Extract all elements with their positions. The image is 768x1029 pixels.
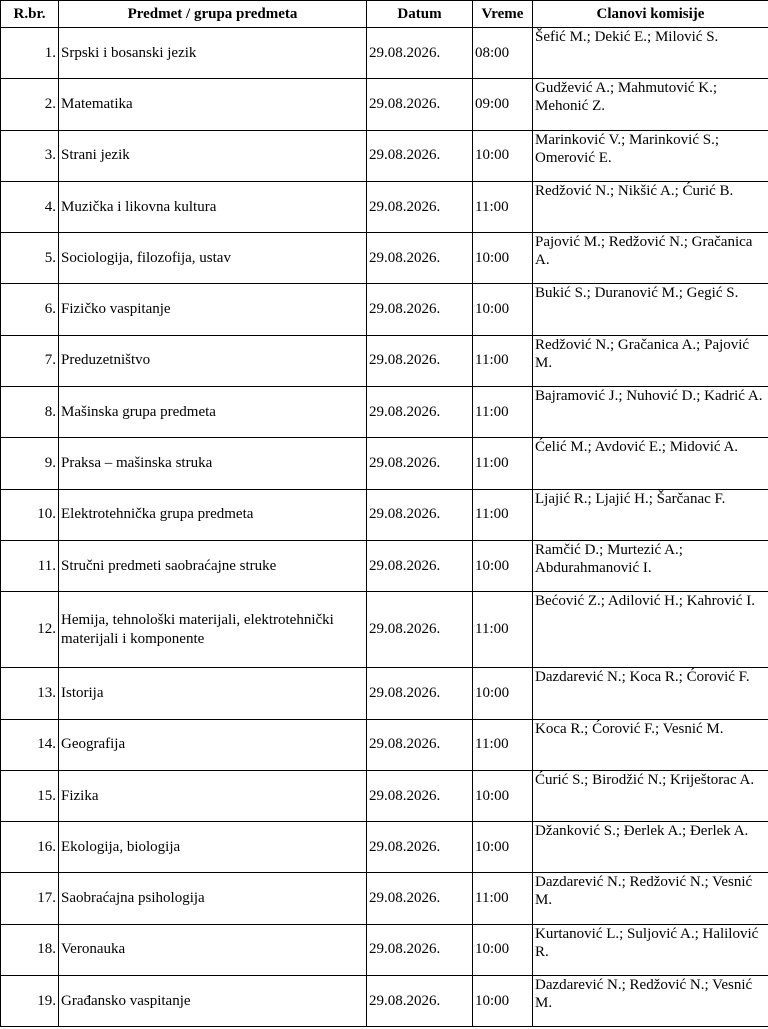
date-cell: 29.08.2026.	[367, 540, 473, 591]
row-number: 10.	[1, 489, 59, 540]
date-cell: 29.08.2026.	[367, 489, 473, 540]
row-number: 4.	[1, 181, 59, 232]
time-cell: 09:00	[473, 79, 533, 130]
committee-members-cell: Šefić M.; Dekić E.; Milović S.	[533, 28, 768, 79]
committee-members-cell: Kurtanović L.; Suljović A.; Halilović R.	[533, 924, 768, 975]
committee-members-cell: Bećović Z.; Adilović H.; Kahrović I.	[533, 592, 768, 668]
date-cell: 29.08.2026.	[367, 233, 473, 284]
table-row	[1, 822, 768, 873]
subject-cell: Elektrotehnička grupa predmeta	[59, 489, 367, 540]
date-cell: 29.08.2026.	[367, 79, 473, 130]
committee-members-cell: Ćelić M.; Avdović E.; Midović A.	[533, 438, 768, 489]
subject-cell: Ekologija, biologija	[59, 822, 367, 873]
time-cell: 11:00	[473, 489, 533, 540]
row-number: 16.	[1, 822, 59, 873]
subject-cell: Istorija	[59, 668, 367, 719]
subject-cell: Saobraćajna psihologija	[59, 873, 367, 924]
row-number: 14.	[1, 719, 59, 770]
committee-members-cell: Koca R.; Ćorović F.; Vesnić M.	[533, 719, 768, 770]
time-cell: 10:00	[473, 233, 533, 284]
committee-members-cell: Bukić S.; Duranović M.; Gegić S.	[533, 284, 768, 335]
table-row	[1, 387, 768, 438]
date-cell: 29.08.2026.	[367, 770, 473, 821]
committee-members-cell: Redžović N.; Gračanica A.; Pajović M.	[533, 335, 768, 386]
subject-cell: Strani jezik	[59, 130, 367, 181]
row-number: 6.	[1, 284, 59, 335]
table-row	[1, 233, 768, 284]
row-number: 17.	[1, 873, 59, 924]
committee-members-cell: Redžović N.; Nikšić A.; Ćurić B.	[533, 181, 768, 232]
time-cell: 10:00	[473, 976, 533, 1027]
row-number: 12.	[1, 592, 59, 668]
time-cell: 11:00	[473, 387, 533, 438]
table-row	[1, 438, 768, 489]
subject-cell: Matematika	[59, 79, 367, 130]
time-cell: 11:00	[473, 873, 533, 924]
time-cell: 10:00	[473, 130, 533, 181]
time-cell: 10:00	[473, 284, 533, 335]
row-number: 2.	[1, 79, 59, 130]
header-time: Vreme	[473, 1, 533, 28]
time-cell: 10:00	[473, 668, 533, 719]
date-cell: 29.08.2026.	[367, 438, 473, 489]
committee-members-cell: Dazdarević N.; Koca R.; Ćorović F.	[533, 668, 768, 719]
time-cell: 10:00	[473, 770, 533, 821]
date-cell: 29.08.2026.	[367, 28, 473, 79]
committee-members-cell: Dazdarević N.; Redžović N.; Vesnić M.	[533, 976, 768, 1027]
time-cell: 11:00	[473, 181, 533, 232]
row-number: 15.	[1, 770, 59, 821]
date-cell: 29.08.2026.	[367, 592, 473, 668]
time-cell: 11:00	[473, 592, 533, 668]
committee-members-cell: Džanković S.; Đerlek A.; Đerlek A.	[533, 822, 768, 873]
table-row	[1, 540, 768, 591]
committee-members-cell: Dazdarević N.; Redžović N.; Vesnić M.	[533, 873, 768, 924]
subject-cell: Stručni predmeti saobraćajne struke	[59, 540, 367, 591]
committee-members-cell: Bajramović J.; Nuhović D.; Kadrić A.	[533, 387, 768, 438]
header-row	[1, 1, 768, 28]
committee-members-cell: Ljajić R.; Ljajić H.; Šarčanac F.	[533, 489, 768, 540]
time-cell: 11:00	[473, 335, 533, 386]
header-date: Datum	[367, 1, 473, 28]
row-number: 7.	[1, 335, 59, 386]
table-row	[1, 592, 768, 668]
row-number: 1.	[1, 28, 59, 79]
row-number: 11.	[1, 540, 59, 591]
row-number: 18.	[1, 924, 59, 975]
table-body	[1, 28, 768, 1027]
committee-members-cell: Ćurić S.; Birodžić N.; Kriještorac A.	[533, 770, 768, 821]
row-number: 13.	[1, 668, 59, 719]
subject-cell: Fizičko vaspitanje	[59, 284, 367, 335]
table-row	[1, 770, 768, 821]
date-cell: 29.08.2026.	[367, 181, 473, 232]
table-row	[1, 719, 768, 770]
row-number: 3.	[1, 130, 59, 181]
subject-cell: Sociologija, filozofija, ustav	[59, 233, 367, 284]
table-row	[1, 181, 768, 232]
table-row	[1, 489, 768, 540]
table-row	[1, 28, 768, 79]
subject-cell: Geografija	[59, 719, 367, 770]
committee-members-cell: Pajović M.; Redžović N.; Gračanica A.	[533, 233, 768, 284]
row-number: 19.	[1, 976, 59, 1027]
table-row	[1, 668, 768, 719]
date-cell: 29.08.2026.	[367, 873, 473, 924]
row-number: 8.	[1, 387, 59, 438]
time-cell: 10:00	[473, 822, 533, 873]
header-number: R.br.	[1, 1, 59, 28]
subject-cell: Mašinska grupa predmeta	[59, 387, 367, 438]
header-committee-members: Clanovi komisije	[533, 1, 768, 28]
date-cell: 29.08.2026.	[367, 719, 473, 770]
committee-members-cell: Marinković V.; Marinković S.; Omerović E.	[533, 130, 768, 181]
date-cell: 29.08.2026.	[367, 668, 473, 719]
date-cell: 29.08.2026.	[367, 822, 473, 873]
time-cell: 08:00	[473, 28, 533, 79]
time-cell: 10:00	[473, 540, 533, 591]
subject-cell: Fizika	[59, 770, 367, 821]
table-row	[1, 335, 768, 386]
committee-members-cell: Ramčić D.; Murtezić A.; Abdurahmanović I.	[533, 540, 768, 591]
subject-cell: Praksa – mašinska struka	[59, 438, 367, 489]
header-subject: Predmet / grupa predmeta	[59, 1, 367, 28]
time-cell: 11:00	[473, 438, 533, 489]
table-row	[1, 284, 768, 335]
table-row	[1, 873, 768, 924]
table-row	[1, 130, 768, 181]
subject-cell: Muzička i likovna kultura	[59, 181, 367, 232]
subject-cell: Preduzetništvo	[59, 335, 367, 386]
subject-cell: Srpski i bosanski jezik	[59, 28, 367, 79]
row-number: 9.	[1, 438, 59, 489]
row-number: 5.	[1, 233, 59, 284]
date-cell: 29.08.2026.	[367, 284, 473, 335]
table-row	[1, 924, 768, 975]
time-cell: 10:00	[473, 924, 533, 975]
subject-cell: Hemija, tehnološki materijali, elektrotehnički materijali i komponente	[59, 592, 367, 668]
date-cell: 29.08.2026.	[367, 335, 473, 386]
time-cell: 11:00	[473, 719, 533, 770]
date-cell: 29.08.2026.	[367, 130, 473, 181]
date-cell: 29.08.2026.	[367, 976, 473, 1027]
table-header	[1, 1, 768, 28]
subject-cell: Građansko vaspitanje	[59, 976, 367, 1027]
date-cell: 29.08.2026.	[367, 924, 473, 975]
table-row	[1, 79, 768, 130]
subject-cell: Veronauka	[59, 924, 367, 975]
date-cell: 29.08.2026.	[367, 387, 473, 438]
table-row	[1, 976, 768, 1027]
committee-members-cell: Gudžević A.; Mahmutović K.; Mehonić Z.	[533, 79, 768, 130]
